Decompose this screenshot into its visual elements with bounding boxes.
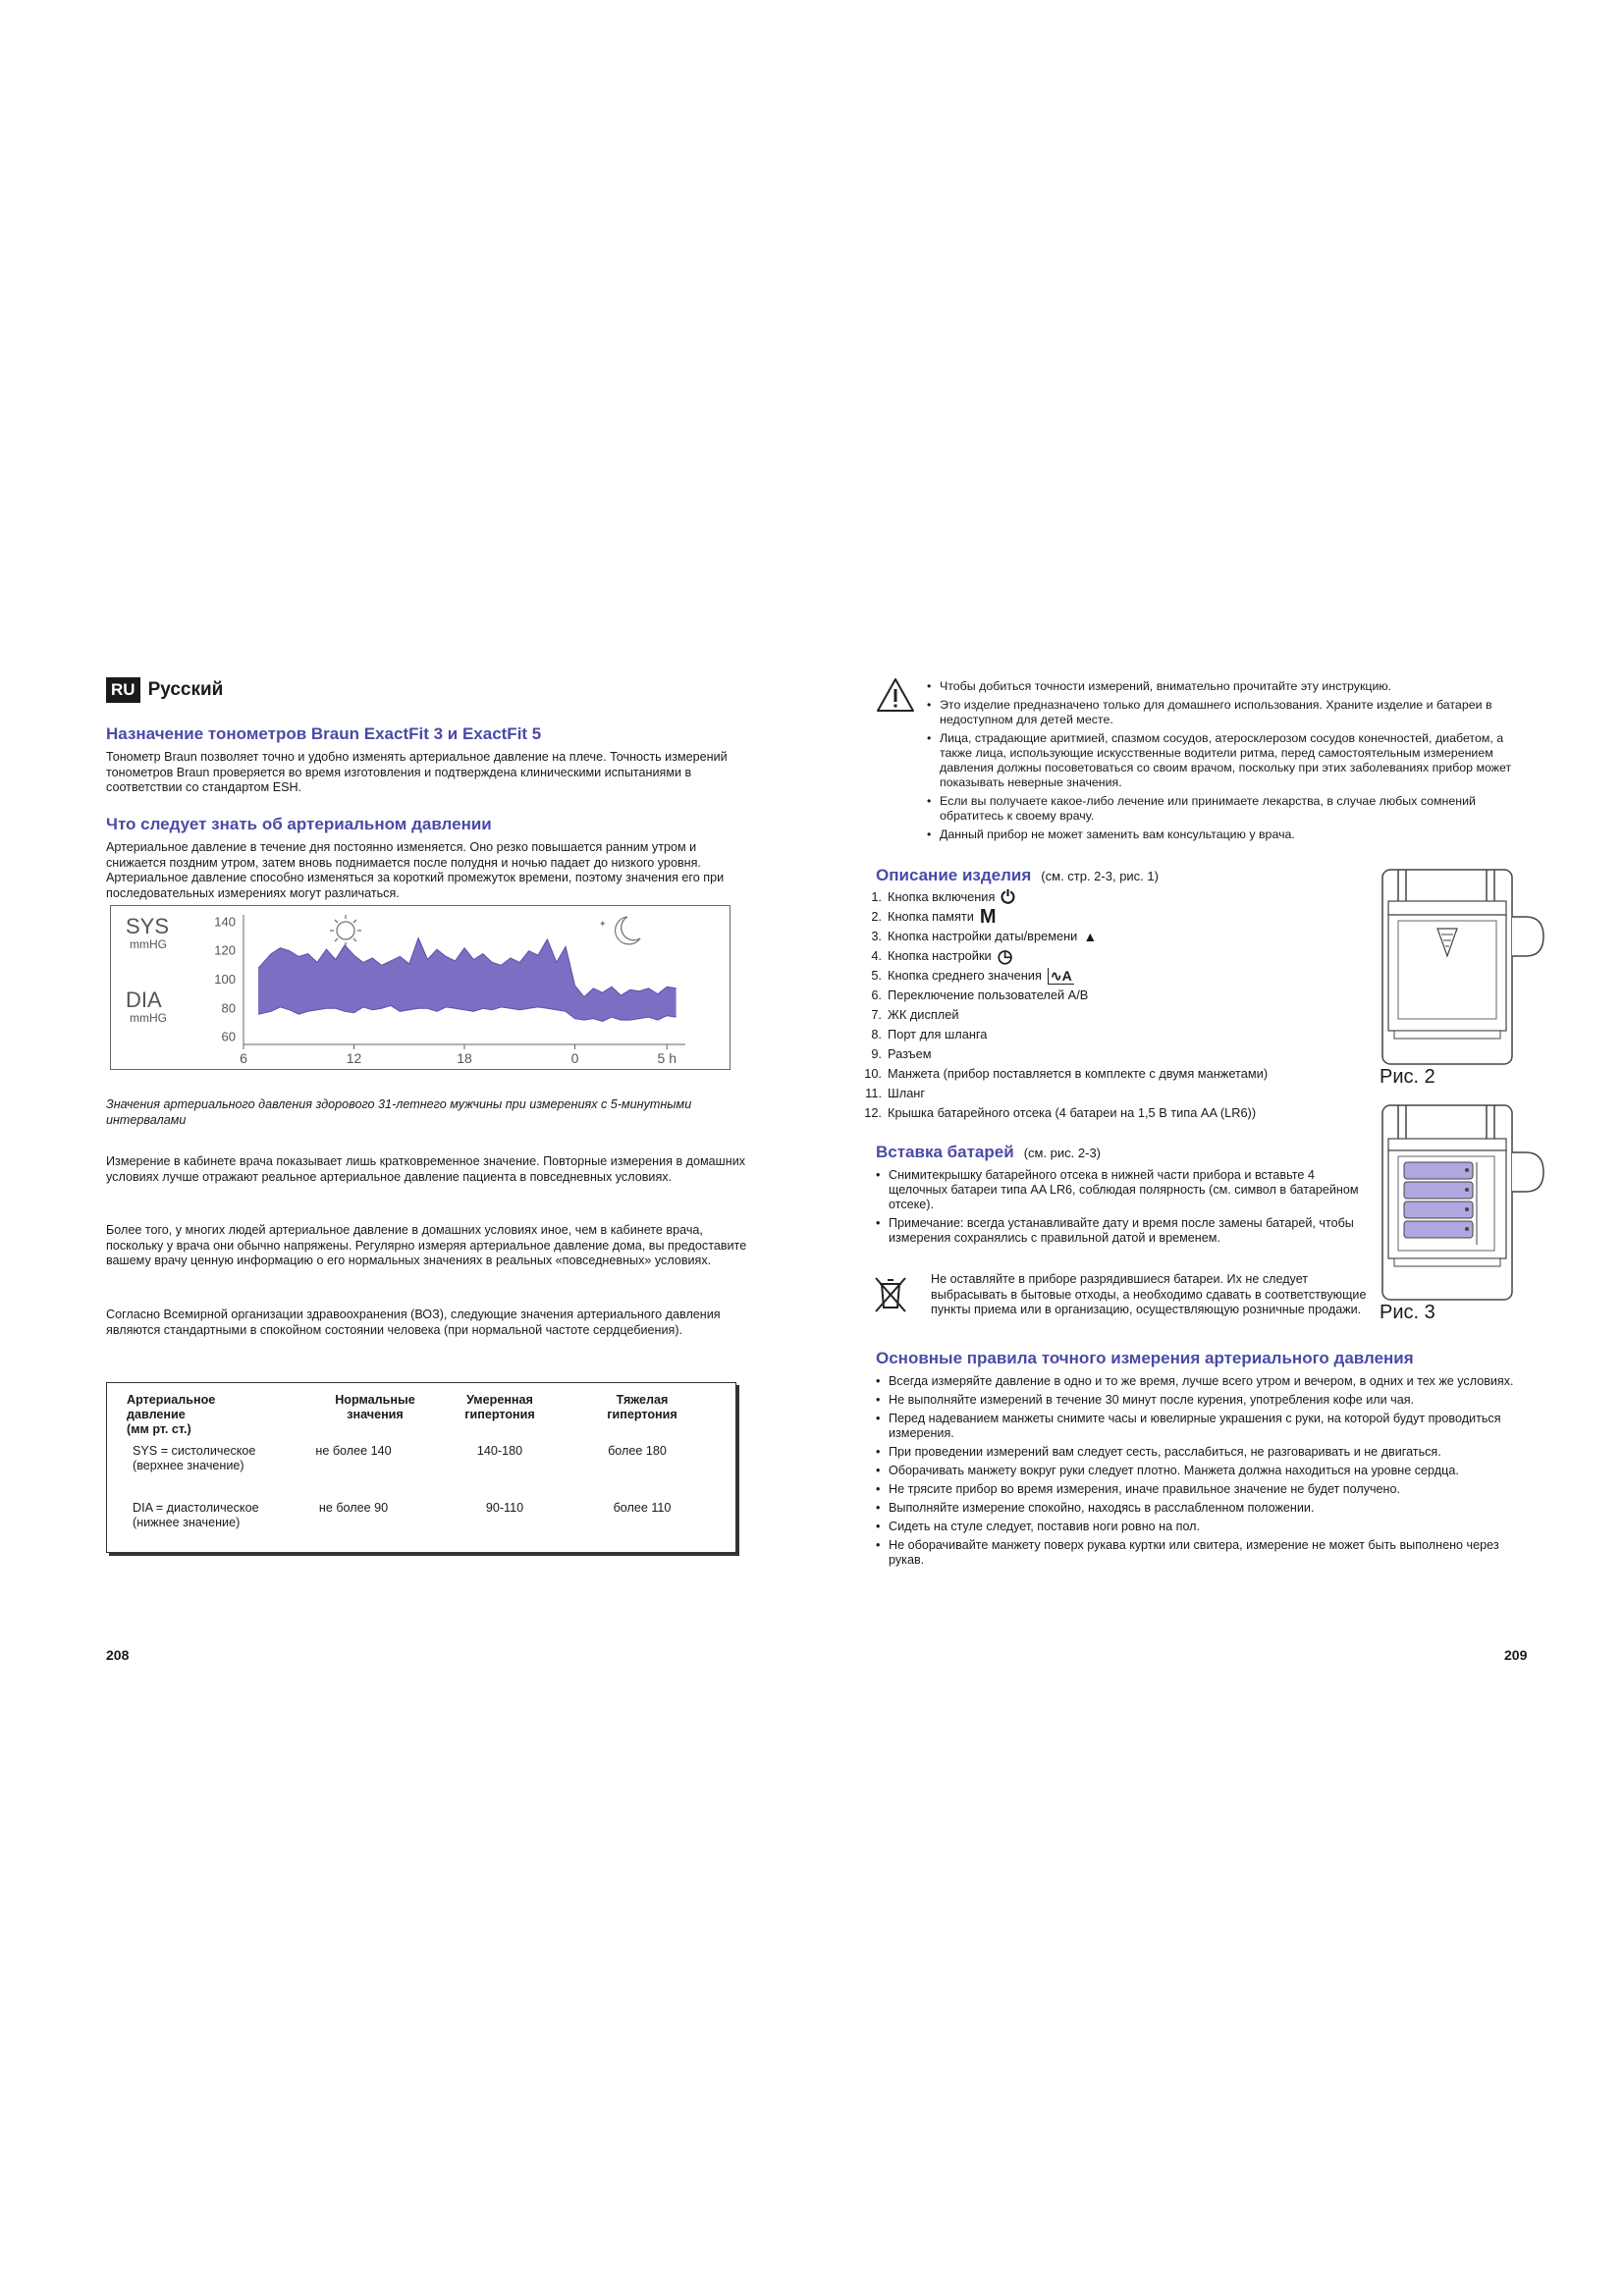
paragraph-office-measurement: Измерение в кабинете врача показывает лишь кратковременное значение. Повторные измерения в домашних условиях лучше отражают реальное артериальное давление пациента в повседневных условиях. bbox=[106, 1154, 746, 1184]
part-number: 3. bbox=[871, 929, 882, 943]
part-label: Крышка батарейного отсека (4 батареи на 1,5 В типа AA (LR6)) bbox=[888, 1105, 1257, 1120]
warning-item: • Это изделие предназначено только для домашнего использования. Храните изделие и батареи в недоступном для детей месте. bbox=[927, 698, 1536, 727]
part-label: Кнопка включения bbox=[888, 889, 996, 904]
warning-icon bbox=[876, 677, 915, 713]
part-label: Кнопка настройки даты/времени bbox=[888, 929, 1078, 943]
list-item bbox=[856, 1103, 1367, 1123]
bp-classification-table bbox=[106, 1382, 736, 1553]
y-tick-label: 140 bbox=[214, 914, 236, 930]
figure-3-battery-illustration bbox=[1377, 1097, 1561, 1304]
list-item bbox=[856, 907, 1367, 927]
part-number: 10. bbox=[864, 1066, 882, 1081]
language-header bbox=[106, 677, 223, 703]
list-item bbox=[856, 946, 1367, 966]
table-header-severe: Тяжелая гипертония bbox=[607, 1393, 677, 1421]
table-row-dia-moderate: 90-110 bbox=[485, 1501, 524, 1515]
figure-3-label: Рис. 3 bbox=[1380, 1302, 1435, 1323]
table-row-sys-label: SYS = систолическое (верхнее значение) bbox=[133, 1444, 256, 1472]
part-label: Шланг bbox=[888, 1086, 926, 1100]
part-number: 1. bbox=[871, 889, 882, 904]
list-item bbox=[856, 1025, 1367, 1044]
heading-purpose: Назначение тонометров Braun ExactFit 3 и ExactFit 5 bbox=[106, 724, 542, 743]
y-tick-label: 60 bbox=[221, 1029, 236, 1044]
warnings-list bbox=[927, 679, 1536, 846]
list-item bbox=[856, 1005, 1367, 1025]
part-number: 6. bbox=[871, 988, 882, 1002]
part-number: 11. bbox=[865, 1086, 882, 1100]
list-item: • Не трясите прибор во время измерения, иначе правильное значение не будет получено. bbox=[876, 1482, 1534, 1497]
paragraph-home-measurement: Более того, у многих людей артериальное давление в домашних условиях иное, чем в кабинете врача, поскольку у врача они обычно напряжены. Регулярно измеряя артериальное давление дома, вы предоставите вашему врачу ценную информацию о его нормальных значениях в реальных «повседневных» условиях. bbox=[106, 1223, 747, 1267]
y-tick-label: 80 bbox=[221, 1000, 236, 1016]
x-tick-label: 12 bbox=[346, 1050, 362, 1066]
page-number-right: 209 bbox=[1504, 1647, 1528, 1663]
part-label: Кнопка среднего значения bbox=[888, 968, 1042, 983]
bp-daily-chart bbox=[110, 905, 731, 1070]
battery-instructions-list bbox=[876, 1168, 1367, 1250]
measurement-rules-list bbox=[876, 1374, 1534, 1572]
heading-product-description-ref: (см. стр. 2-3, рис. 1) bbox=[1041, 869, 1159, 883]
list-item: • При проведении измерений вам следует сесть, расслабиться, не разговаривать и не двигаться. bbox=[876, 1445, 1534, 1460]
table-row-dia-label: DIA = диастолическое (нижнее значение) bbox=[133, 1501, 259, 1529]
table-row-dia-normal: не более 90 bbox=[318, 1501, 389, 1515]
list-item: • Оборачивать манжету вокруг руки следует плотно. Манжета должна находиться на уровне сердца. bbox=[876, 1464, 1534, 1478]
list-item: • Выполняйте измерение спокойно, находясь в расслабленном положении. bbox=[876, 1501, 1534, 1516]
x-tick-label: 0 bbox=[570, 1050, 579, 1066]
table-header-normal: Нормальные значения bbox=[335, 1393, 415, 1421]
list-item: • Сидеть на стуле следует, поставив ноги ровно на пол. bbox=[876, 1520, 1534, 1534]
battery-disposal-note: Не оставляйте в приборе разрядившиеся батареи. Их не следует выбрасывать в бытовые отходы, а необходимо сдавать в соответствующие пункты приема или в организацию, осуществляющую розничные продажи. bbox=[931, 1272, 1367, 1316]
part-label: ЖК дисплей bbox=[888, 1007, 959, 1022]
list-item bbox=[856, 1044, 1367, 1064]
heading-battery-insert-text: Вставка батарей bbox=[876, 1143, 1014, 1161]
table-row-sys-normal: не более 140 bbox=[315, 1444, 392, 1458]
table-header-moderate: Умеренная гипертония bbox=[464, 1393, 535, 1421]
table-row-dia-severe: более 110 bbox=[613, 1501, 672, 1515]
part-label: Переключение пользователей A/B bbox=[888, 988, 1089, 1002]
chart-caption: Значения артериального давления здорового 31-летнего мужчины при измерениях с 5-минутными интервалами bbox=[106, 1097, 692, 1127]
list-item: • Перед надеванием манжеты снимите часы и ювелирные украшения с руки, на которой будут проводиться измерения. bbox=[876, 1412, 1534, 1441]
list-item: • Примечание: всегда устанавливайте дату и время после замены батарей, чтобы измерения сохранялись с правильной датой и временем. bbox=[876, 1216, 1367, 1246]
x-tick-label: 5 h bbox=[657, 1050, 677, 1066]
paragraph-who: Согласно Всемирной организации здравоохранения (ВОЗ), следующие значения артериального давления являются стандартными в спокойном состоянии человека (при нормальной частоте сердцебиения). bbox=[106, 1308, 721, 1337]
list-item bbox=[856, 1064, 1367, 1084]
clock-icon: ◷ bbox=[997, 946, 1013, 966]
list-item bbox=[856, 1084, 1367, 1103]
part-number: 2. bbox=[871, 909, 882, 924]
dia-label: DIA bbox=[126, 988, 162, 1012]
figure-2-label: Рис. 2 bbox=[1380, 1066, 1435, 1088]
heading-product-description-text: Описание изделия bbox=[876, 866, 1032, 884]
list-item bbox=[856, 966, 1367, 986]
part-label: Разъем bbox=[888, 1046, 932, 1061]
list-item bbox=[856, 887, 1367, 907]
heading-measurement-rules: Основные правила точного измерения артериального давления bbox=[876, 1349, 1414, 1367]
x-tick-label: 18 bbox=[457, 1050, 472, 1066]
list-item: • Снимитекрышку батарейного отсека в нижней части прибора и вставьте 4 щелочных батареи типа AA LR6, соблюдая полярность (см. символ в батарейном отсеке). bbox=[876, 1168, 1367, 1212]
page-number-left: 208 bbox=[106, 1647, 130, 1663]
table-row-sys-moderate: 140-180 bbox=[476, 1444, 523, 1458]
list-item: • Всегда измеряйте давление в одно и то же время, лучше всего утром и вечером, в одних и тех же условиях. bbox=[876, 1374, 1534, 1389]
figure-2-device-illustration bbox=[1377, 862, 1561, 1068]
part-label: Кнопка настройки bbox=[888, 948, 992, 963]
warning-item: • Лица, страдающие аритмией, спазмом сосудов, атеросклерозом сосудов конечностей, диабетом, а также лица, использующие искусственные водители ритма, перед самостоятельным измерением давления должны посоветоваться со своим врачом, поскольку при этих заболеваниях прибор может показывать неверные значения. bbox=[927, 731, 1536, 790]
y-tick-label: 120 bbox=[214, 942, 236, 958]
power-icon: ⏻ bbox=[1001, 887, 1015, 907]
part-label: Порт для шланга bbox=[888, 1027, 988, 1041]
warning-item: • Если вы получаете какое-либо лечение или принимаете лекарства, в случае любых сомнений обратитесь к своему врачу. bbox=[927, 794, 1536, 824]
y-tick-label: 100 bbox=[214, 972, 236, 987]
table-header-unit: (мм рт. ст.) bbox=[127, 1422, 191, 1436]
warning-item: • Чтобы добиться точности измерений, внимательно прочитайте эту инструкцию. bbox=[927, 679, 1536, 694]
paragraph-purpose: Тонометр Braun позволяет точно и удобно изменять артериальное давление на плече. Точность измерений тонометров Braun проверяется во время изготовления и подтверждена клиническими испытаниями в соответствии со стандартом ESH. bbox=[106, 750, 728, 794]
dia-unit: mmHG bbox=[130, 1011, 167, 1025]
part-number: 9. bbox=[871, 1046, 882, 1061]
table-row-sys-severe: более 180 bbox=[608, 1444, 667, 1458]
parts-list bbox=[856, 887, 1367, 1123]
crossed-bin-icon bbox=[874, 1274, 907, 1313]
language-name: Русский bbox=[147, 679, 224, 700]
heading-product-description bbox=[876, 866, 1159, 885]
sys-unit: mmHG bbox=[130, 937, 167, 951]
table-header-pressure: Артериальное давление bbox=[127, 1393, 216, 1421]
part-number: 5. bbox=[871, 968, 882, 983]
part-number: 4. bbox=[871, 948, 882, 963]
part-number: 7. bbox=[871, 1007, 882, 1022]
list-item bbox=[856, 927, 1367, 946]
list-item: • Не оборачивайте манжету поверх рукава куртки или свитера, измерение не может быть выполнено через рукав. bbox=[876, 1538, 1534, 1568]
heading-blood-pressure: Что следует знать об артериальном давлении bbox=[106, 815, 492, 833]
sys-label: SYS bbox=[126, 914, 170, 938]
language-code-badge: RU bbox=[106, 677, 140, 703]
average-icon: ∿A bbox=[1048, 968, 1074, 985]
x-tick-label: 6 bbox=[240, 1050, 247, 1066]
part-number: 12. bbox=[864, 1105, 882, 1120]
svg-text:✦: ✦ bbox=[599, 919, 607, 929]
part-label: Кнопка памяти bbox=[888, 909, 974, 924]
list-item: • Не выполняйте измерений в течение 30 минут после курения, употребления кофе или чая. bbox=[876, 1393, 1534, 1408]
memory-m-icon: M bbox=[979, 906, 997, 928]
part-label: Манжета (прибор поставляется в комплекте с двумя манжетами) bbox=[888, 1066, 1269, 1081]
part-number: 8. bbox=[871, 1027, 882, 1041]
triangle-up-icon: ▲ bbox=[1083, 929, 1098, 944]
heading-battery-insert bbox=[876, 1143, 1101, 1162]
paragraph-bp-variation: Артериальное давление в течение дня постоянно изменяется. Оно резко повышается ранним утром и снижается поздним утром, затем вновь поднимается после полудня и ночью падает до низкого уровня. Артериальное давление способно изменяться за короткий промежуток времени, поэтому значения его при последовательных измерениях могут различаться. bbox=[106, 840, 725, 900]
heading-battery-insert-ref: (см. рис. 2-3) bbox=[1023, 1146, 1102, 1160]
list-item bbox=[856, 986, 1367, 1005]
warning-item: • Данный прибор не может заменить вам консультацию у врача. bbox=[927, 828, 1536, 842]
